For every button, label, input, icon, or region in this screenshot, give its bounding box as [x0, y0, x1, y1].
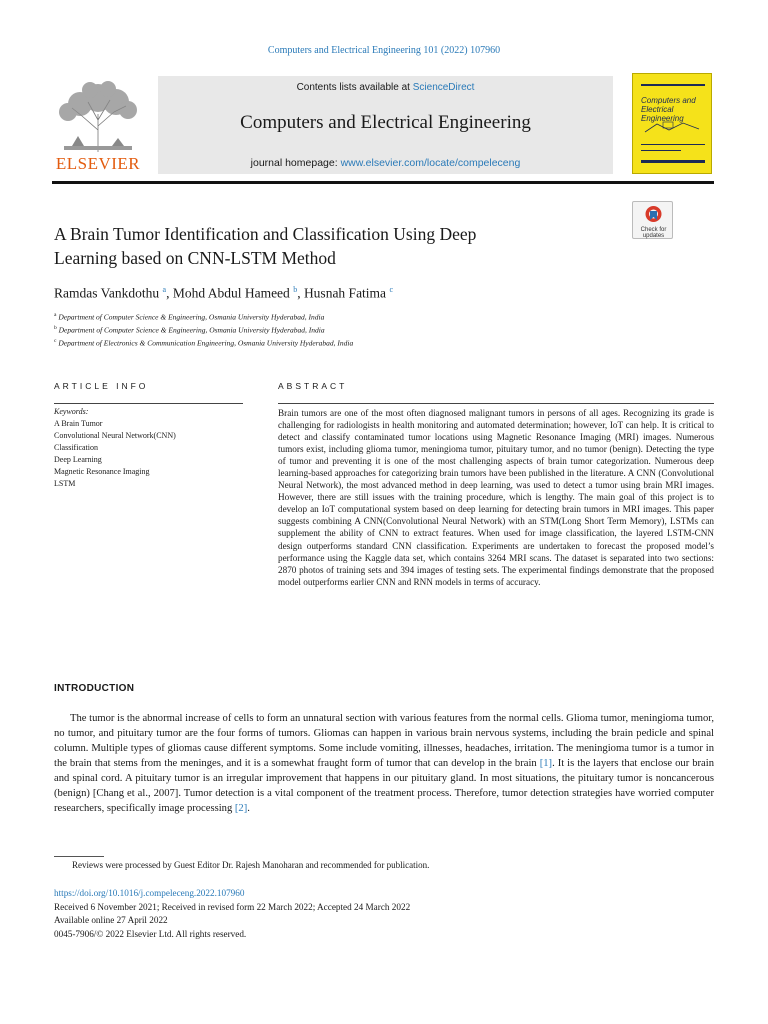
- header-rule: [52, 181, 714, 184]
- intro-text-part1: The tumor is the abnormal increase of cells to form an unnatural section with various features from the normal cells. Glioma tumor, meningioma tumor, no tumor, and pituitary tumor are the four forms of tumors. Gliomas can happen in various brain nervous systems, including the brain pedicle and spinal column. Multiple types of gliomas cause different symptoms. Some include vomiting, illnesses, headaches, irritation. The meningioma tumor is a tumor in the brain that stems from the meninges, and it is a somewhat fraught form of tumor that can develop in the brain: [54, 713, 714, 770]
- cover-top-bar: [641, 84, 705, 86]
- author-name[interactable]: Mohd Abdul Hameed: [172, 285, 290, 301]
- elsevier-wordmark: ELSEVIER: [55, 154, 141, 173]
- introduction-paragraph: [54, 711, 714, 816]
- abstract-text: Brain tumors are one of the most often diagnosed malignant tumors in persons of all ages. Recognizing its grade is challenging for radiologists in health monitoring and automated determination; however, IoT can help. It is critical to detect and classify contaminated tumor locations using Magnetic Resonance Imaging (MRI) images. Numerous tumors exist, including glioma tumor, meningioma tumor, pituitary tumor, and no tumor (benign). Detecting the type of tumor and preventing it is one of the most challenging aspects of brain tumor categorization. Numerous deep learning-based approaches for categorizing brain tumors have been published in the literature. A CNN (Convolutional Neural Network), the most advanced method in deep learning, was used to detect a tumor using brain MRI images. However, there are still issues with the training procedure, which is lengthy. The main goal of this project is to develop an IoT computational system based on deep learning for detecting brain tumors in MRI images. This paper suggests combining A CNN(Convolutional Neural Network) with an STM(Long Short Term Memory), LSTMs can supplement the ability of CNN to extract features. When used for image classification, the layered LSTM-CNN design outperforms standard CNN classification. Experiments are undertaken to forecast the proposed model’s performance using the Kaggle data set, which contains 3264 MRI scans. The dataset is separated into two sections: 2870 photos of training sets and 394 images of testing sets. The experimental findings demonstrate that the proposed model outperforms earlier CNN and RNN models in terms of accuracy.: [278, 408, 714, 587]
- author-affil-mark[interactable]: c: [389, 285, 393, 294]
- affiliation-text: Department of Computer Science & Engineering, Osmania University Hyderabad, India: [58, 312, 325, 322]
- keyword-item: Classification: [54, 443, 98, 452]
- affiliation-mark: b: [54, 325, 57, 331]
- cover-title-line1: Computers and: [641, 96, 696, 105]
- author-separator: ,: [166, 285, 170, 301]
- introduction-heading: INTRODUCTION: [54, 683, 135, 694]
- keyword-item: Deep Learning: [54, 455, 102, 464]
- footnote-rule: [54, 856, 104, 857]
- intro-text-part3: .: [247, 803, 250, 815]
- keyword-item: Magnetic Resonance Imaging: [54, 467, 150, 476]
- affiliation: [54, 338, 353, 348]
- journal-citation[interactable]: Computers and Electrical Engineering 101 (2022) 107960: [267, 45, 501, 56]
- review-footnote: Reviews were processed by Guest Editor Dr. Rajesh Manoharan and recommended for publication.: [72, 860, 430, 870]
- received-dates: Received 6 November 2021; Received in revised form 22 March 2022; Accepted 24 March 2022: [54, 902, 411, 912]
- affiliation: [54, 312, 324, 322]
- affiliation-text: Department of Computer Science & Engineering, Osmania University Hyderabad, India: [58, 325, 325, 335]
- contents-line: [158, 82, 613, 93]
- title-line2: Learning based on CNN-LSTM Method: [54, 248, 336, 268]
- sciencedirect-link[interactable]: ScienceDirect: [412, 82, 475, 93]
- cover-circuit-graphic: [643, 120, 703, 136]
- journal-name: Computers and Electrical Engineering: [240, 112, 531, 133]
- check-for-updates-button[interactable]: [632, 201, 673, 239]
- check-label-line2: updates: [642, 233, 665, 239]
- keyword-item: Convolutional Neural Network(CNN): [54, 431, 176, 440]
- homepage-line: [158, 157, 613, 169]
- author-name[interactable]: Husnah Fatima: [303, 285, 387, 301]
- affiliation-text: Department of Electronics & Communication Engineering, Osmania University Hyderabad, India: [58, 338, 354, 348]
- journal-homepage-link[interactable]: www.elsevier.com/locate/compeleceng: [340, 157, 521, 169]
- affiliation-mark: a: [54, 312, 57, 318]
- homepage-prefix: journal homepage:: [250, 157, 341, 169]
- author-list: [54, 285, 393, 302]
- author-affil-mark[interactable]: a: [162, 285, 167, 294]
- contents-prefix: Contents lists available at: [296, 82, 413, 93]
- cover-title-line2: Electrical Engineering: [641, 105, 684, 123]
- affiliation: [54, 325, 325, 335]
- cover-bottom-bar: [641, 160, 705, 163]
- affiliation-mark: c: [54, 338, 57, 344]
- author-affil-mark[interactable]: b: [293, 285, 298, 294]
- abstract-rule: [278, 403, 714, 404]
- check-label: [633, 227, 674, 239]
- title-line1: A Brain Tumor Identification and Classification Using Deep: [54, 224, 477, 244]
- paper-title: [54, 222, 614, 270]
- cover-line-2: [641, 150, 681, 151]
- article-info-rule: [54, 403, 243, 404]
- article-info-heading: ARTICLE INFO: [54, 381, 149, 391]
- author-name[interactable]: Ramdas Vankdothu: [54, 285, 160, 301]
- reference-link-2[interactable]: [2]: [234, 803, 248, 815]
- journal-cover-thumbnail[interactable]: [632, 73, 712, 174]
- copyright: 0045-7906/© 2022 Elsevier Ltd. All rights reserved.: [54, 929, 247, 939]
- doi-link[interactable]: https://doi.org/10.1016/j.compeleceng.2022.107960: [54, 888, 245, 898]
- check-label-line1: Check for: [640, 227, 667, 233]
- cover-line-1: [641, 144, 705, 145]
- keyword-item: A Brain Tumor: [54, 419, 103, 428]
- cover-title: [641, 96, 711, 123]
- available-online: Available online 27 April 2022: [54, 915, 168, 925]
- author-separator: ,: [297, 285, 301, 301]
- keyword-item: LSTM: [54, 479, 76, 488]
- keywords-label: Keywords:: [54, 407, 89, 416]
- intro-text-part2: . It is the layers that enclose our brain and spinal cord. A pituitary tumor is an irregular improvement that happens in our pituitary gland. In most situations, the pituitary tumor is noncancerous (benign) [Chang et al., 2007]. Tumor detection is a vital component of the treatment process. Therefore, tumor detection strategies have worried computer researchers, specifically image processing: [54, 758, 714, 815]
- bookmark-icon: [645, 205, 662, 225]
- abstract-heading: ABSTRACT: [278, 381, 348, 391]
- reference-link-1[interactable]: [1]: [539, 758, 553, 770]
